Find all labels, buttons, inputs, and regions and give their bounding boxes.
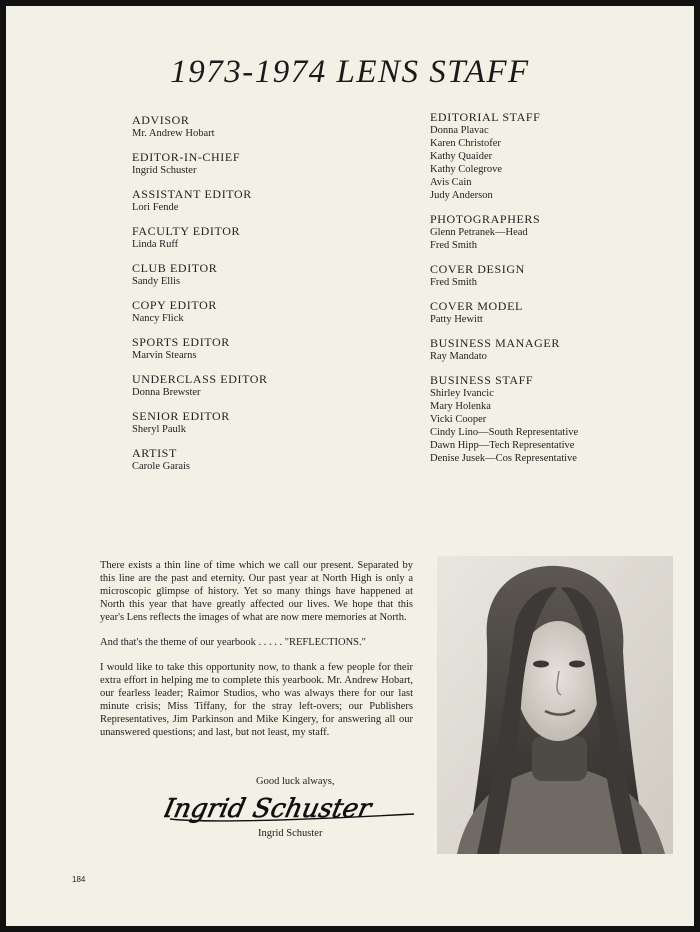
role-title: COVER DESIGN <box>430 262 525 276</box>
role-title: EDITORIAL STAFF <box>430 110 541 124</box>
staff-member: Avis Cain <box>430 177 472 188</box>
staff-member: Cindy Lino—South Representative <box>430 427 579 438</box>
staff-member: Judy Anderson <box>430 190 493 201</box>
letter-paragraph: I would like to take this opportunity now, to thank a few people for their extra effort in helping me to complete this yearbook. Mr. Andrew Hobart, our fearless leader; Raimor Studios, who was always there for our last minute crisis; Miss Tiffany, for the stray left-overs; our Publishers Representatives, Jim Parkinson and Mike Kingery, for answering all our unanswered questions; and last, but not least, my staff. <box>100 662 413 738</box>
yearbook-page <box>6 6 694 926</box>
portrait-photo <box>437 556 673 854</box>
staff-member: Ray Mandato <box>430 351 487 362</box>
staff-member: Glenn Petranek—Head <box>430 227 528 238</box>
staff-role <box>132 262 268 288</box>
role-title: BUSINESS STAFF <box>430 373 534 387</box>
role-title: FACULTY EDITOR <box>132 224 241 238</box>
staff-member: Carole Garais <box>132 461 191 472</box>
staff-column-left <box>132 114 268 484</box>
staff-column-right <box>430 111 578 476</box>
role-title: PHOTOGRAPHERS <box>430 212 541 226</box>
staff-member: Fred Smith <box>430 240 477 251</box>
staff-member: Mr. Andrew Hobart <box>132 128 215 139</box>
staff-member: Donna Plavac <box>430 125 489 136</box>
role-title: ADVISOR <box>132 113 190 127</box>
staff-role <box>430 337 578 363</box>
staff-role <box>430 374 578 465</box>
letter-paragraph: And that's the theme of our yearbook . . . . . "REFLECTIONS." <box>100 637 366 648</box>
svg-text:Ingrid Schuster: Ingrid Schuster <box>164 794 374 824</box>
staff-member: Shirley Ivancic <box>430 388 494 399</box>
staff-member: Kathy Colegrove <box>430 164 503 175</box>
page-number: 184 <box>72 875 86 884</box>
staff-member: Fred Smith <box>430 277 477 288</box>
staff-role <box>132 151 268 177</box>
role-title: EDITOR-IN-CHIEF <box>132 150 241 164</box>
staff-member: Sandy Ellis <box>132 276 181 287</box>
staff-role <box>430 213 578 252</box>
staff-role <box>132 410 268 436</box>
staff-member: Donna Brewster <box>132 387 201 398</box>
staff-role <box>430 263 578 289</box>
page-title: 1973-1974 LENS STAFF <box>170 54 530 90</box>
staff-role <box>430 300 578 326</box>
staff-role <box>132 225 268 251</box>
staff-member: Linda Ruff <box>132 239 179 250</box>
staff-role <box>132 188 268 214</box>
signer-name: Ingrid Schuster <box>258 828 323 839</box>
role-title: UNDERCLASS EDITOR <box>132 372 268 386</box>
staff-role <box>430 111 578 202</box>
staff-role <box>132 373 268 399</box>
staff-member: Lori Fende <box>132 202 179 213</box>
staff-role <box>132 336 268 362</box>
editor-letter <box>100 559 413 751</box>
role-title: SENIOR EDITOR <box>132 409 230 423</box>
staff-member: Marvin Stearns <box>132 350 197 361</box>
role-title: BUSINESS MANAGER <box>430 336 560 350</box>
staff-member: Sheryl Paulk <box>132 424 186 435</box>
staff-member: Karen Christofer <box>430 138 501 149</box>
staff-member: Dawn Hipp—Tech Representative <box>430 440 575 451</box>
staff-member: Ingrid Schuster <box>132 165 197 176</box>
staff-member: Patty Hewitt <box>430 314 483 325</box>
role-title: CLUB EDITOR <box>132 261 218 275</box>
role-title: COVER MODEL <box>430 299 523 313</box>
staff-member: Mary Holenka <box>430 401 491 412</box>
role-title: ARTIST <box>132 446 177 460</box>
staff-role <box>132 114 268 140</box>
staff-role <box>132 299 268 325</box>
staff-role <box>132 447 268 473</box>
letter-paragraph: There exists a thin line of time which we call our present. Separated by this line are the past and eternity. Our past year at North High is only a microscopic glimpse of history. Yet so many things have happened at North this year that have greatly affected our lives. We hope that this year's Lens reflects the images of what are now mere memories at North. <box>100 560 413 623</box>
role-title: COPY EDITOR <box>132 298 217 312</box>
staff-member: Kathy Quaider <box>430 151 493 162</box>
staff-member: Nancy Flick <box>132 313 184 324</box>
role-title: ASSISTANT EDITOR <box>132 187 252 201</box>
letter-closing: Good luck always, <box>256 776 335 787</box>
staff-member: Denise Jusek—Cos Representative <box>430 453 577 464</box>
role-title: SPORTS EDITOR <box>132 335 230 349</box>
staff-member: Vicki Cooper <box>430 414 487 425</box>
